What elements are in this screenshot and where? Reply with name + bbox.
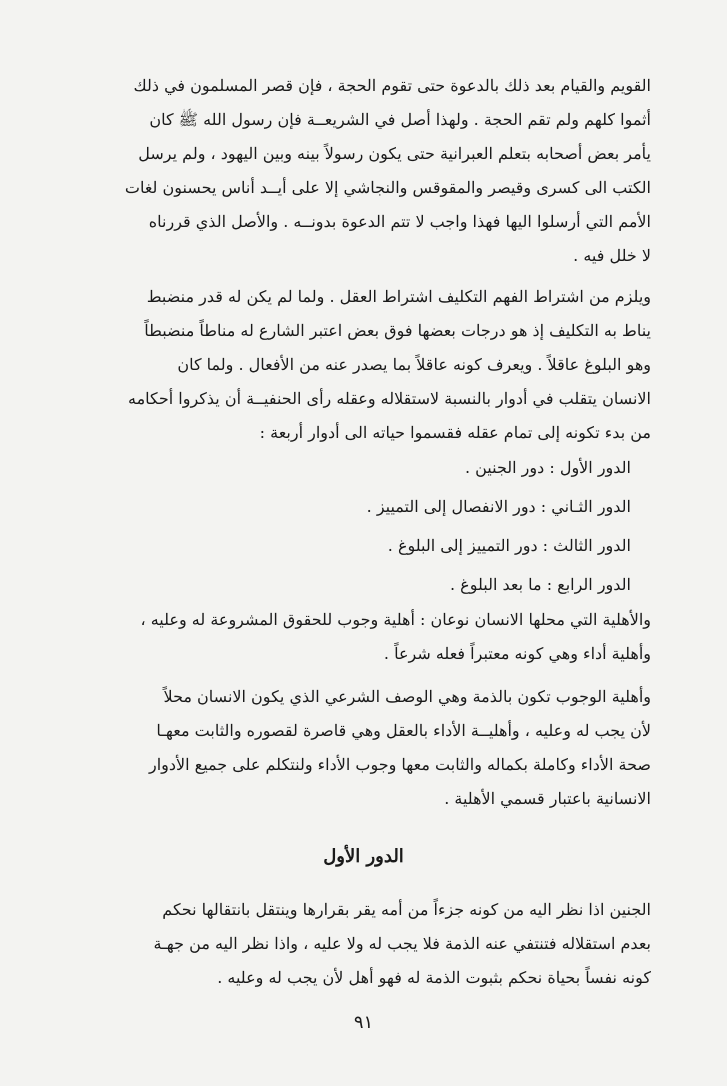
paragraph-1-line: أثموا كلهم ولم تقم الحجة . ولهذا أصل في الشريعــة فإن رسول الله ﷺ كان	[149, 110, 651, 129]
stage-item: الدور الأول : دور الجنين .	[464, 458, 631, 477]
paragraph-2-line: يناط به التكليف إذ هو درجات بعضها فوق بعض اعتبر الشارع له مناطاً منضبطاً	[144, 321, 651, 340]
paragraph-4-line: لأن يجب له وعليه ، وأهليــة الأداء بالعقل وهي قاصرة لقصوره والثابت معهـا	[156, 721, 651, 740]
section-heading: الدور الأول	[323, 846, 404, 867]
paragraph-4-line: الانسانية باعتبار قسمي الأهلية .	[444, 789, 651, 808]
stage-item: الدور الثـاني : دور الانفصال إلى التمييز .	[366, 497, 631, 516]
paragraph-1-line: الكتب الى كسرى وقيصر والمقوقس والنجاشي إلا على أيــد أناس يحسنون لغات	[124, 178, 651, 197]
stage-item: الدور الرابع : ما بعد البلوغ .	[450, 575, 631, 594]
paragraph-3	[73, 603, 651, 671]
paragraph-2	[73, 280, 651, 450]
paragraph-1-line: القويم والقيام بعد ذلك بالدعوة حتى تقوم الحجة ، فإن قصر المسلمون في ذلك	[133, 76, 651, 95]
paragraph-2-line: ويلزم من اشتراط الفهم التكليف اشتراط العقل . ولما لم يكن له قدر منضبط	[146, 287, 651, 306]
paragraph-1-line: الأمم التي أرسلوا اليها فهذا واجب لا تتم الدعوة بدونــه . والأصل الذي قررناه	[148, 212, 651, 231]
paragraph-5-line: كونه نفساً بحياة نحكم بثبوت الذمة له فهو أهل لأن يجب له وعليه .	[217, 968, 651, 987]
paragraph-2-line: من بدء تكونه إلى تمام عقله فقسموا حياته الى أدوار أربعة :	[259, 423, 651, 442]
stages-list	[111, 448, 631, 604]
paragraph-5	[73, 893, 651, 995]
paragraph-4	[73, 680, 651, 816]
paragraph-1-line: لا خلل فيه .	[573, 246, 651, 265]
paragraph-1-line: يأمر بعض أصحابه بتعلم العبرانية حتى يكون رسولاً بينه وبين اليهود ، ولم يرسل	[138, 144, 651, 163]
paragraph-5-line: بعدم استقلاله فتنتفي عنه الذمة فلا يجب له ولا عليه ، واذا نظر اليه من جهـة	[153, 934, 651, 953]
paragraph-3-line: وأهلية أداء وهي كونه معتبراً فعله شرعاً .	[383, 644, 651, 663]
paragraph-4-line: صحة الأداء وكاملة بكماله والثابت معها وجوب الأداء ولنتكلم على جميع الأدوار	[149, 755, 651, 774]
paragraph-1	[73, 69, 651, 273]
stage-item: الدور الثالث : دور التمييز إلى البلوغ .	[387, 536, 631, 555]
paragraph-4-line: وأهلية الوجوب تكون بالذمة وهي الوصف الشرعي الذي يكون الانسان محلاً	[163, 687, 651, 706]
paragraph-3-line: والأهلية التي محلها الانسان نوعان : أهلية وجوب للحقوق المشروعة له وعليه ،	[140, 610, 651, 629]
paragraph-2-line: الانسان يتقلب في أدوار بالنسبة لاستقلاله وعقله رأى الحنفيــة أن يذكروا أحكامه	[127, 389, 651, 408]
paragraph-2-line: وهو البلوغ عاقلاً . ويعرف كونه عاقلاً بما يصدر عنه من الأفعال . ولما كان	[177, 355, 651, 374]
page-number: ٩١	[353, 1012, 374, 1033]
paragraph-5-line: الجنين اذا نظر اليه من كونه جزءاً من أمه يقر بقرارها وينتقل بانتقالها نحكم	[162, 900, 651, 919]
